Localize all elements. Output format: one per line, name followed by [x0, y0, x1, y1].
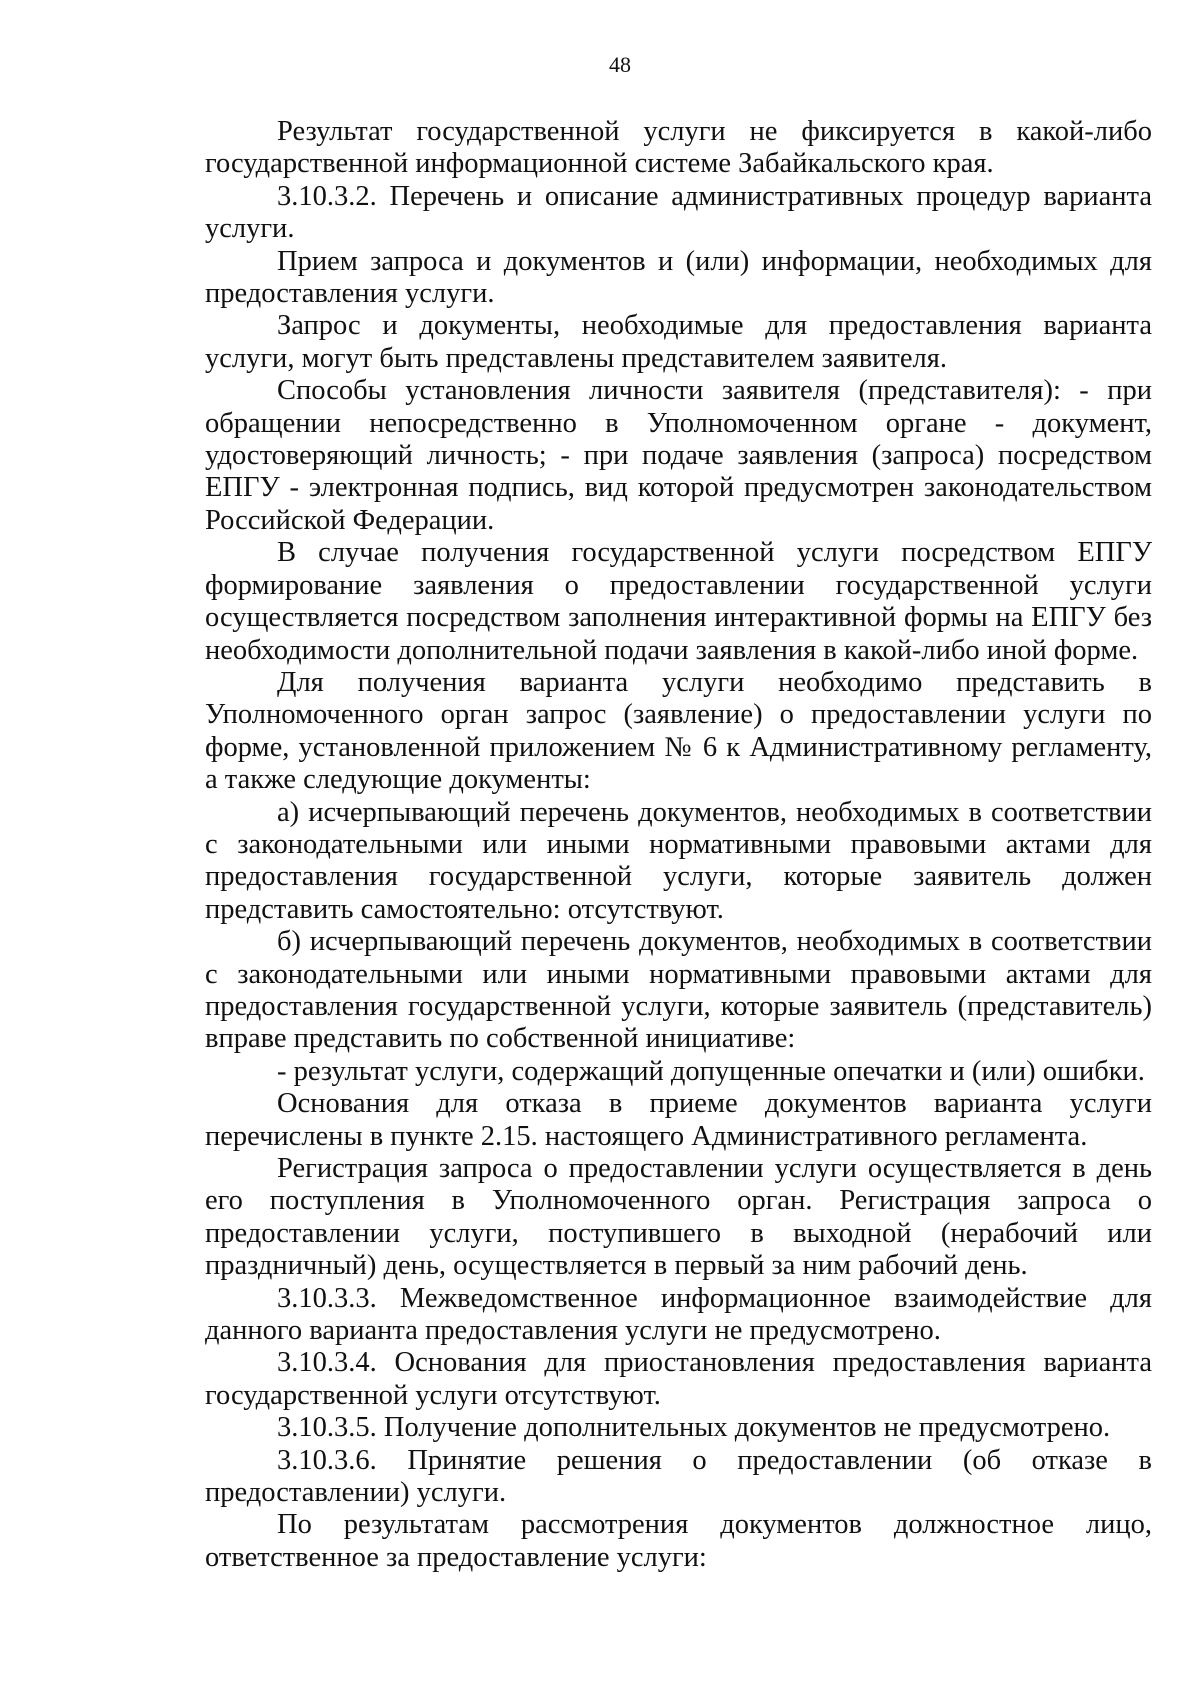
paragraph-list-b-item: - результат услуги, содержащий допущенные опечатки и (или) ошибки.: [277, 1055, 1145, 1087]
paragraph-3-10-3-6: 3.10.3.6. Принятие решения о предоставлении (об отказе в предоставлении) услуги.: [205, 1444, 1152, 1509]
paragraph-3-10-3-2: 3.10.3.2. Перечень и описание административных процедур варианта услуги.: [205, 180, 1152, 245]
paragraph-request-reception: Прием запроса и документов и (или) информации, необходимых для предоставления услуги.: [205, 245, 1152, 310]
paragraph-required-submission: Для получения варианта услуги необходимо представить в Уполномоченного орган запрос (заявление) о предоставлении услуги по форме, установленной приложением № 6 к Административному регламенту, а также следующие документы:: [205, 666, 1152, 796]
page-number: 48: [609, 52, 631, 77]
paragraph-registration: Регистрация запроса о предоставлении услуги осуществляется в день его поступления в Уполномоченного орган. Регистрация запроса о предоставлении услуги, поступившего в выходной (нерабочий или праздничный) день, осуществляется в первый за ним рабочий день.: [205, 1153, 1152, 1282]
paragraph-3-10-3-5: 3.10.3.5. Получение дополнительных документов не предусмотрено.: [277, 1412, 1111, 1444]
paragraph-list-b: б) исчерпывающий перечень документов, необходимых в соответствии с законодательными или иными нормативными правовыми актами для предоставления государственной услуги, которые заявитель (представитель) вправе представить по собственной инициативе:: [205, 926, 1152, 1055]
paragraph-3-10-3-3: 3.10.3.3. Межведомственное информационное взаимодействие для данного варианта предоставления услуги не предусмотрено.: [205, 1282, 1152, 1347]
paragraph-result-not-recorded: Результат государственной услуги не фиксируется в какой-либо государственной информационной системе Забайкальского края.: [205, 116, 1152, 180]
paragraph-identity-methods: Способы установления личности заявителя (представителя): - при обращении непосредственно в Уполномоченном органе - документ, удостоверяющий личность; - при подаче заявления (запроса) посредством ЕПГУ - электронная подпись, вид которой предусмотрен законодательством Российской Федерации.: [205, 375, 1152, 536]
paragraph-list-a: а) исчерпывающий перечень документов, необходимых в соответствии с законодательными или иными нормативными правовыми актами для предоставления государственной услуги, которые заявитель должен представить самостоятельно: отсутствуют.: [205, 796, 1152, 925]
paragraph-epgu-form: В случае получения государственной услуги посредством ЕПГУ формирование заявления о предоставлении государственной услуги осуществляется посредством заполнения интерактивной формы на ЕПГУ без необходимости дополнительной подачи заявления в какой-либо иной форме.: [205, 537, 1152, 666]
paragraph-3-10-3-4: 3.10.3.4. Основания для приостановления предоставления варианта государственной услуги отсутствуют.: [205, 1347, 1152, 1411]
paragraph-review-results: По результатам рассмотрения документов должностное лицо, ответственное за предоставление услуги:: [205, 1509, 1152, 1573]
document-body: [205, 116, 1152, 1574]
paragraph-refusal-grounds: Основания для отказа в приеме документов варианта услуги перечислены в пункте 2.15. настоящего Административного регламента.: [205, 1088, 1152, 1152]
paragraph-representative: Запрос и документы, необходимые для предоставления варианта услуги, могут быть представлены представителем заявителя.: [205, 310, 1152, 374]
